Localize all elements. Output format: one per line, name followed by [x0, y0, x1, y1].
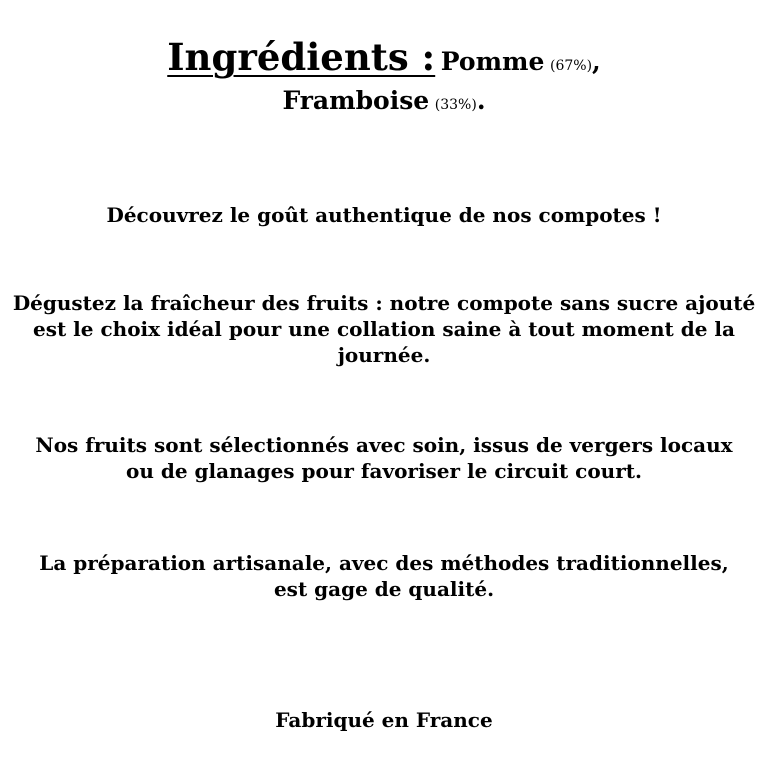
paragraph-line: est le choix idéal pour une collation saine à tout moment de la [33, 317, 735, 341]
ingredient-separator: , [592, 47, 601, 76]
paragraph-line: Nos fruits sont sélectionnés avec soin, issus de vergers locaux [35, 433, 733, 457]
fruits-paragraph [0, 432, 768, 484]
preparation-paragraph [0, 550, 768, 602]
ingredient-percent: (67%) [549, 58, 593, 74]
paragraph-line: est gage de qualité. [273, 577, 495, 601]
ingredient-percent: (33%) [434, 97, 477, 113]
ingredient-separator: . [476, 86, 486, 115]
discover-paragraph [0, 202, 768, 228]
ingredients-line-2 [0, 87, 768, 119]
ingredient-name: Framboise [282, 86, 430, 115]
paragraph-line: ou de glanages pour favoriser le circuit court. [126, 459, 642, 483]
paragraph-line: Dégustez la fraîcheur des fruits : notre compote sans sucre ajouté [12, 291, 756, 315]
ingredients-header [0, 32, 768, 119]
taste-paragraph [0, 290, 768, 368]
ingredients-title: Ingrédients : [167, 35, 436, 79]
ingredients-line-1 [0, 32, 768, 91]
origin-text: Fabriqué en France [275, 708, 493, 732]
paragraph-line: La préparation artisanale, avec des méthodes traditionnelles, [39, 551, 729, 575]
paragraph-line: Découvrez le goût authentique de nos compotes ! [106, 203, 662, 227]
origin-footer [0, 707, 768, 733]
paragraph-line: journée. [337, 343, 431, 367]
ingredient-name: Pomme [440, 47, 545, 76]
